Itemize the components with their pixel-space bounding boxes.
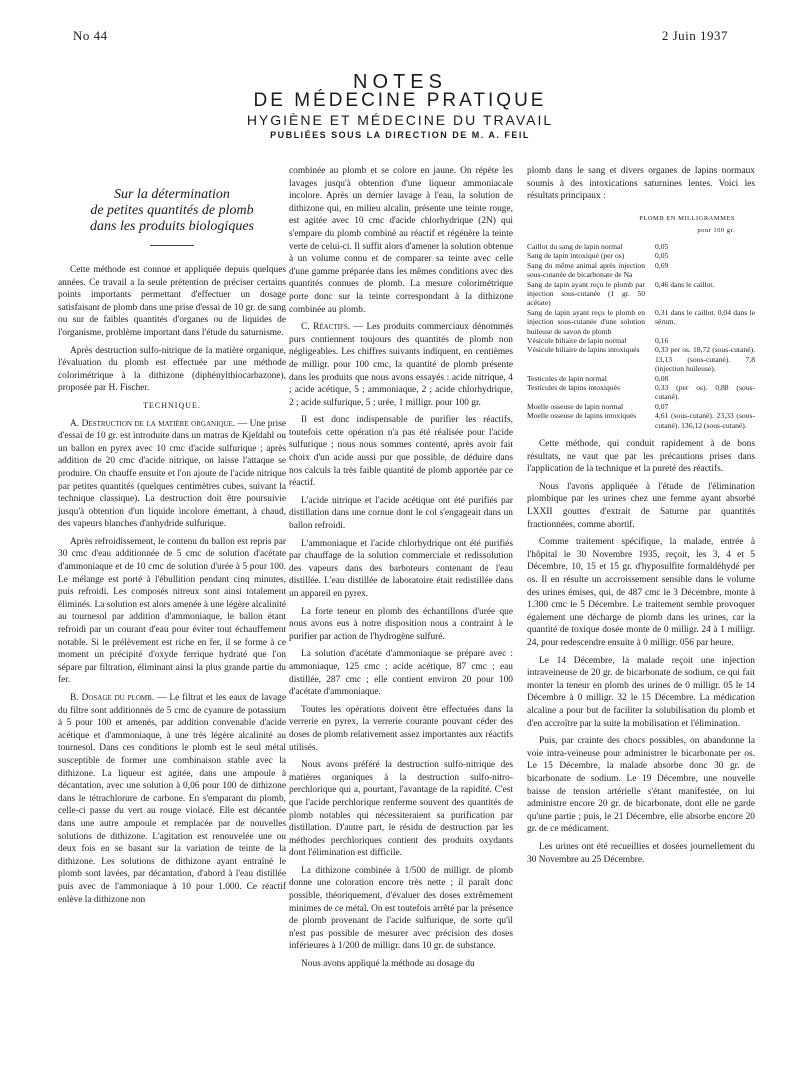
col3-paragraph-6: Puis, par crainte des chocs possibles, on abandonne la voie intra-veineuse pour administrer le bicarbonate per os. Le 15 Décembre, la malade absorbe donc 30 gr. de bicarbonate de sodium. Le 19 Décembre, une nouvelle baisse de tension artérielle s'étant manifestée, on lui administre encore 20 gr. de bicarbonate, dont elle ne garde qu'une partie ; puis, le 21 Décembre, elle absorbe encore 20 gr. de ce médicament. <box>527 736 755 835</box>
results-row <box>527 336 755 345</box>
results-row <box>527 261 755 280</box>
results-label: Sang de lapin ayant reçu le plomb en injection sous-cutanée d'une solution huileuse de savon de plomb <box>527 307 645 336</box>
col2-paragraph-4: L'ammoniaque et l'acide chlorhydrique ont été purifiés par chauffage de la solution commerciale et redissolution des vapeurs dans des barboteurs contenant de l'eau distillée. L'eau distillée de laboratoire était redistillée dans un appareil en pyrex. <box>289 538 513 599</box>
col2-paragraph-8: Nous avons préféré la destruction sulfo-nitrique des matières organiques à la destruction sulfo-nitro-perchlorique qui a, pourtant, l'avantage de la rapidité. C'est que l'acide perchlorique renferme souvent des quantités de plomb notables qui nécessiteraient sa purification par distillation. D'autre part, le résidu de destruction par les méthodes perchloriques contient des produits oxydants dont l'élimination est difficile. <box>289 760 513 859</box>
results-value: 0,31 dans le caillot. 0,04 dans le sérum. <box>655 307 755 327</box>
section-b-paragraph <box>58 692 286 906</box>
results-label: Moelle osseuse de lapin normal <box>527 401 624 411</box>
col3-paragraph-4: Comme traitement spécifique, la malade, entrée à l'hôpital le 30 Novembre 1935, reçoit, les 3, 4 et 5 Décembre, 10, 15 et 15 gr. d'hyposulfite formaldéhydé per os. Il en résulte un accroissement sensible dans le volume des urines émises, qui, de 487 cmc le 3 Décembre, monte à 1.300 cmc le 5 Décembre. Le traitement semble provoquer également une décharge de plomb dans les urines, car la quantité de toxique dosée monte de 0 milligr. 24 à 1 milligr. 24, pour redescendre ensuite à 0 milligr. 056 par heure. <box>527 537 755 648</box>
results-row <box>527 345 755 373</box>
results-value: 0,46 dans le caillot. <box>655 279 715 289</box>
col2-paragraph-3: L'acide nitrique et l'acide acétique ont été purifiés par distillation dans une cornue dont le col s'engageait dans un ballon refroidi. <box>289 495 513 532</box>
results-label: Sang du même animal après injection sous-cutanée de bicarbonate de Na <box>527 260 645 280</box>
col2-paragraph-5: La forte teneur en plomb des échantillons d'urée que nous avons eus à notre disposition nous a contraint à le purifier par action de l'hydrogène sulfuré. <box>289 606 513 642</box>
results-header-unit: PLOMB EN MILLIGRAMMES <box>639 214 735 222</box>
results-value: 4,61 (sous-cutané). 23,33 (sous-cutané). 136,12 (sous-cutané). <box>655 411 755 430</box>
results-value: 0,08 <box>655 373 669 383</box>
col3-paragraph-1: plomb dans le sang et divers organes de lapins normaux soumis à des intoxications saturnines lentes. Voici les résultats principaux : <box>527 166 755 202</box>
col3-paragraph-5: Le 14 Décembre, la malade reçoit une injection intraveineuse de 20 gr. de bicarbonate de sodium, ce qui fait monter la teneur en plomb des urines de 0 milligr. 05 le 14 Décembre à 0 milligr. 32 le 15 Décembre. La médication alcaline a pour but de faciliter la solubilisation du plomb et d'en accroître par la suite la mobilisation et l'élimination. <box>527 655 755 729</box>
masthead-medecine-pratique: DE MÉDECINE PRATIQUE <box>253 90 547 111</box>
col2-paragraph-6: La solution d'acétate d'ammoniaque se prépare avec : ammoniaque, 125 cmc ; acide acétique, 87 cmc ; eau distillée, 287 cmc ; elle contient environ 20 pour 100 d'acétate d'ammoniaque. <box>289 649 513 698</box>
results-row <box>527 383 755 402</box>
section-b-label: B. Dosage du plomb. <box>70 693 155 703</box>
results-value: 0,05 <box>655 241 669 251</box>
section-a-text: — Une prise d'essai de 10 gr. est introduite dans un matras de Kjeldahl ou un ballon en pyrex avec 10 cmc d'acide sulfurique ; après addition de 20 cmc d'acide nitrique, on laisse l'attaque se produire. On chauffe ensuite et l'on ajoute de l'acide nitrique par petites quantités (quelques centimètres cubes, suivant la technique classique). La destruction doit être poursuivie jusqu'à obtention d'un liquide incolore émettant, à chaud, des vapeurs blanches d'anhydride sulfurique. <box>58 418 287 530</box>
results-label: Vésicule biliaire de lapins intoxiqués <box>527 345 640 355</box>
section-a-paragraph-2: Après refroidissement, le contenu du ballon est repris par 30 cmc d'eau additionnée de 5 cmc de solution d'acétate d'ammoniaque et de 10 cmc de solution d'urée à 5 pour 100. Le mélange est porté à l'ébullition pendant cinq minutes, puis refroidi. Les composés nitreux sont ainsi totalement éliminés. La solution est alors amenée à une légère alcalinité au tournesol par addition d'ammoniaque, le ballon étant refroidi par un courant d'eau pour éviter tout échauffement notable. Si le prélèvement est riche en fer, il se forme à ce moment un précipité d'oxyde ferrique hydraté que l'on sépare par filtration, éliminant ainsi la plus grande partie du fer. <box>58 536 286 686</box>
section-c-paragraph <box>289 321 513 409</box>
column-1 <box>58 165 286 911</box>
results-row <box>527 411 755 430</box>
results-value: 0,33 (per os). 0,88 (sous-cutané). <box>655 383 755 402</box>
column-3 <box>527 165 755 871</box>
column-2 <box>289 165 513 976</box>
masthead-hygiene: HYGIÈNE ET MÉDECINE DU TRAVAIL <box>246 112 554 128</box>
results-header <box>527 213 755 238</box>
results-row <box>527 280 755 308</box>
title-line-2: de petites quantités de plomb <box>90 203 254 218</box>
title-divider <box>150 245 194 246</box>
masthead-notes: NOTES <box>353 71 447 93</box>
results-label: Moelle osseuse de lapins intoxiqués <box>527 411 637 421</box>
results-row <box>527 374 755 383</box>
article-title <box>58 165 286 235</box>
section-a-label: A. Destruction de la matière organique. <box>70 418 236 429</box>
results-table <box>527 242 755 430</box>
title-line-3: dans les produits biologiques <box>90 219 254 234</box>
results-row <box>527 402 755 411</box>
col2-paragraph-10: Nous avons appliqué la méthode au dosage du <box>301 959 475 970</box>
section-c-label: C. Réactifs. <box>301 322 351 333</box>
results-value: 0,69 <box>655 260 669 270</box>
results-value: 0,33 per os. 18,72 (sous-cutané). 13,13 (sous-cutané). 7,8 (injection huileuse). <box>655 345 755 374</box>
results-label: Sang de lapin ayant reçu le plomb par injection sous-cutanée (1 gr. 50 acétate) <box>527 279 645 308</box>
results-row <box>527 308 755 336</box>
results-label: Sang de lapin intoxiqué (per os) <box>527 251 625 261</box>
col2-paragraph-7: Toutes les opérations doivent être effectuées dans la verrerie en pyrex, la verrerie courante pouvant céder des doses de plomb relativement assez importantes aux réactifs utilisés. <box>289 704 513 753</box>
results-header-per: pour 100 gr. <box>697 227 735 235</box>
results-row <box>527 242 755 251</box>
col3-paragraph-7: Les urines ont été recueillies et dosées journellement du 30 Novembre au 25 Décembre. <box>527 841 755 865</box>
col2-paragraph-1: combinée au plomb et se colore en jaune. On répète les lavages jusqu'à obtention d'une liqueur ammoniacale incolore. Après un dernier lavage à l'eau, la solution de dithizone qui, en milieu alcalin, présente une teinte rouge, est agitée avec 10 cmc d'acide chlorhydrique (2N) qui s'empare du plomb combiné au réactif et régénère la teinte verte de celui-ci. Il suffit alors d'amener la solution obtenue à un volume connu et de comparer sa teinte avec celle d'une gamme préparée dans les mêmes conditions avec des quantités connues de plomb. La mesure colorimétrique porte donc sur la teinte correspondant à la dithizone combinée au plomb. <box>289 166 513 315</box>
section-c-text: — Les produits commerciaux dénommés purs contiennent toujours des quantités de plomb non négligeables. Les chiffres suivants indiquent, en centièmes de milligr. pour 100 cmc, la quantité de plomb présente dans les produits que nous avons essayés : acide nitrique, 4 ; acide acétique, 5 ; ammoniaque, 2 ; acide chlorhydrique, 2 ; acide sulfurique, 5 ; urée, 1 milligr. pour 100 gr. <box>289 322 513 408</box>
results-value: 0,07 <box>655 401 669 411</box>
results-label: Testicules de lapin normal <box>527 373 607 383</box>
col3-paragraph-3: Nous l'avons appliquée à l'étude de l'élimination plombique par les urines chez une femme ayant absorbé LXXII gouttes d'extrait de Saturne par quantités fractionnées, comme abortif. <box>527 481 755 530</box>
results-label: Testicules de lapins intoxiqués <box>527 383 620 393</box>
masthead-direction: PUBLIÉES SOUS LA DIRECTION DE M. A. FEIL <box>270 130 530 140</box>
section-a-paragraph <box>58 418 286 531</box>
title-line-1: Sur la détermination <box>114 187 230 202</box>
col3-paragraph-2: Cette méthode, qui conduit rapidement à de bons résultats, ne vaut que par les précautions prises dans l'application de la technique et la pureté des réactifs. <box>527 439 755 475</box>
col2-paragraph-9: La dithizone combinée à 1/500 de milligr. de plomb donne une coloration encore très nette ; il paraît donc possible, théoriquement, d'évaluer des doses extrêmement minimes de ce métal. On est toutefois arrêté par la présence de plomb provenant de l'acide sulfurique, de sorte qu'il n'est pas possible de mesurer avec précision des doses inférieures à 1/200 de milligr. dans 10 gr. de substance. <box>289 865 513 952</box>
intro-paragraph-1: Cette méthode est connue et appliquée depuis quelques années. Ce travail a la seule prétention de préciser certains points importants permettant d'effectuer un dosage satisfaisant de plomb dans une prise d'essai de 10 gr. de sang ou sur de faibles quantités d'organes ou de liquides de l'organisme, problème important dans l'étude du saturnisme. <box>58 265 286 338</box>
col2-paragraph-2: Il est donc indispensable de purifier les réactifs, toutefois cette opération n'a pas été réalisée pour l'acide sulfurique ; nous nous sommes contenté, après avoir fait choix d'un acide aussi pur que possible, de déduire dans nos calculs la très faible quantité de plomb apportée par ce réactif. <box>289 415 513 489</box>
results-label: Caillot du sang de lapin normal <box>527 241 623 251</box>
results-row <box>527 251 755 260</box>
results-label: Vésicule biliaire de lapin normal <box>527 336 627 346</box>
results-value: 0,05 <box>655 251 669 261</box>
results-value: 0,16 <box>655 336 669 346</box>
intro-paragraph-2: Après destruction sulfo-nitrique de la matière organique, l'évaluation du plomb est effectuée par une méthode colorimétrique à la dithizone (diphénylthiocarbazone), proposée par H. Fischer. <box>58 345 286 394</box>
technique-heading: TECHNIQUE. <box>143 400 201 410</box>
section-b-text: — Le filtrat et les eaux de lavage du filtre sont additionnés de 5 cmc de cyanure de potassium à 5 pour 100 et amenés, par addition convenable d'acide acétique et d'ammoniaque, à une très légère alcalinité au tournesol. Dans ces conditions le plomb est le seul métal susceptible de former une combinaison stable avec la dithizone. La liqueur est agitée, dans une ampoule à décantation, avec une solution à 0,06 pour 100 de dithizone dans le tétrachlorure de carbone. En s'emparant du plomb, celle-ci passe du vert au rouge violacé. Elle est décantée dans une autre ampoule et remplacée par de nouvelles solutions de dithizone. L'agitation est renouvelée une ou deux fois en se basant sur la variation de teinte de la dithizone. Les solutions de dithizone ayant entraîné le plomb sont lavées, par décantation, d'abord à l'eau distillée puis avec de l'ammoniaque à 10 pour 1.000. Ce réactif enlève la dithizone non <box>58 693 286 905</box>
issue-date: 2 Juin 1937 <box>661 28 728 43</box>
issue-number: No 44 <box>73 28 108 43</box>
